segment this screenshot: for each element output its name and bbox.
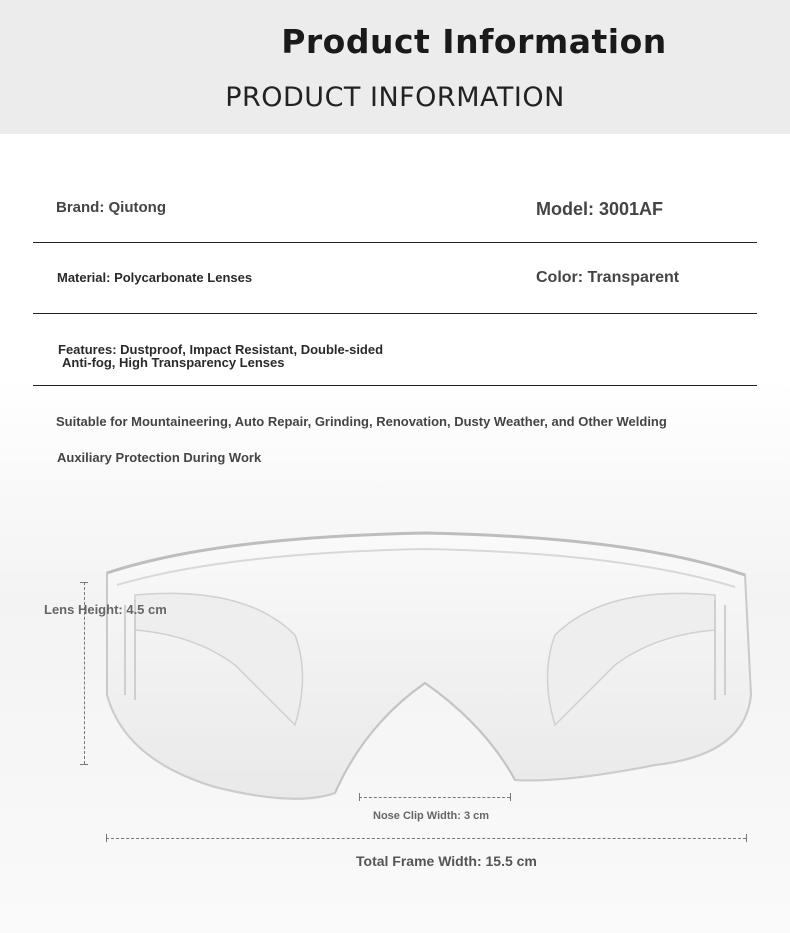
material-field: Material: Polycarbonate Lenses (57, 270, 253, 285)
usage-field-line2: Auxiliary Protection During Work (57, 450, 262, 465)
nose-clip-dimension-line (359, 797, 510, 798)
frame-width-tick-left (106, 834, 107, 842)
lens-height-label: Lens Height: 4.5 cm (44, 602, 167, 617)
model-field: Model: 3001AF (536, 199, 664, 219)
nose-clip-tick-left (359, 793, 360, 801)
nose-clip-tick-right (510, 793, 511, 801)
divider-2 (33, 313, 757, 314)
page-subtitle: PRODUCT INFORMATION (225, 82, 565, 113)
brand-field: Brand: Qiutong (56, 199, 166, 216)
features-field-line1: Features: Dustproof, Impact Resistant, Double-sided (58, 342, 384, 357)
lens-height-tick-bottom (80, 764, 88, 765)
lens-height-tick-top (80, 582, 88, 583)
usage-field-line1: Suitable for Mountaineering, Auto Repair, Grinding, Renovation, Dusty Weather, and Other Welding (56, 414, 667, 429)
divider-1 (33, 242, 757, 243)
frame-width-tick-right (746, 834, 747, 842)
color-field: Color: Transparent (536, 269, 680, 286)
page-title: Product Information (281, 22, 667, 61)
frame-width-dimension-line (106, 838, 746, 839)
header-banner (0, 0, 790, 134)
features-field-line2: Anti-fog, High Transparency Lenses (62, 355, 285, 370)
divider-3 (33, 385, 757, 386)
nose-clip-label: Nose Clip Width: 3 cm (373, 810, 490, 822)
frame-width-label: Total Frame Width: 15.5 cm (356, 853, 537, 869)
safety-goggles-image (95, 525, 755, 815)
